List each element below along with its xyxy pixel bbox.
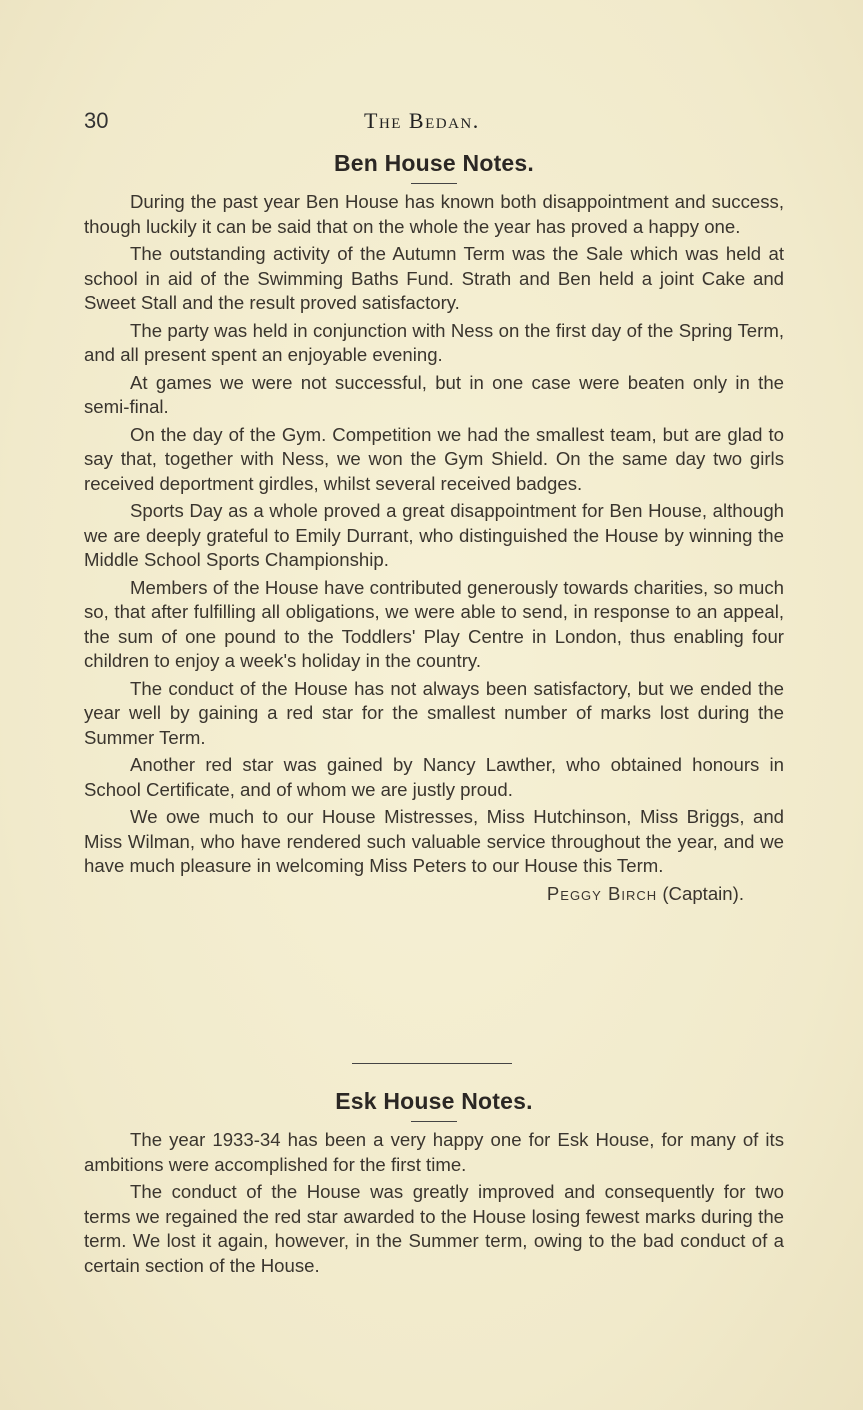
paragraph: On the day of the Gym. Competition we had the smallest team, but are glad to say that, together with Ness, we won the Gym Shield. On the same day two girls received deportment girdles, whilst several received badges. (84, 423, 784, 494)
paragraph: The conduct of the House has not always been satisfactory, but we ended the year well by gaining a red star for the smallest number of marks lost during the Summer Term. (84, 677, 784, 748)
paragraph: The year 1933-34 has been a very happy one for Esk House, for many of its ambitions were accomplished for the first time. (84, 1129, 784, 1175)
journal-title: The Bedan. (364, 108, 480, 133)
paragraph: The party was held in conjunction with Ness on the first day of the Spring Term, and all present spent an enjoyable evening. (84, 319, 784, 365)
signature (84, 882, 784, 907)
paragraph: During the past year Ben House has known both disappointment and success, though luckily it can be said that on the whole the year has proved a happy one. (84, 191, 784, 237)
running-head (84, 108, 784, 140)
paragraph: Another red star was gained by Nancy Lawther, who obtained honours in School Certificate, and of whom we are justly proud. (84, 754, 784, 800)
paragraph: We owe much to our House Mistresses, Miss Hutchinson, Miss Briggs, and Miss Wilman, who have rendered such valuable service throughout the year, and we have much pleasure in welcoming Miss Peters to our House this Term. (84, 806, 784, 876)
page-number: 30 (84, 108, 109, 133)
heading-rule (411, 183, 457, 184)
paragraph: Sports Day as a whole proved a great disappointment for Ben House, although we are deeply grateful to Emily Durrant, who distinguished the House by winning the Middle School Sports Championship. (84, 500, 784, 570)
heading-rule (411, 1121, 457, 1122)
paragraph: Members of the House have contributed generously towards charities, so much so, that after fulfilling all obligations, we were able to send, in response to an appeal, the sum of one pound to the Toddlers' Play Centre in London, thus enabling four children to enjoy a week's holiday in the country. (84, 576, 784, 671)
esk-house-section (84, 1088, 784, 1281)
section-divider (352, 1063, 512, 1064)
paragraph: The outstanding activity of the Autumn Term was the Sale which was held at school in aid of the Swimming Baths Fund. Strath and Ben held a joint Cake and Sweet Stall and the result proved satisfactory. (84, 243, 784, 313)
signature-role: (Captain). (662, 882, 744, 904)
ben-house-section (84, 150, 784, 906)
paragraph: The conduct of the House was greatly improved and consequently for two terms we regained the red star awarded to the House losing fewest marks during the term. We lost it again, however, in the Summer term, owing to the bad conduct of a certain section of the House. (84, 1181, 784, 1276)
esk-house-heading: Esk House Notes. (335, 1088, 533, 1114)
signature-name: Peggy Birch (546, 882, 658, 904)
paragraph: At games we were not successful, but in one case were beaten only in the semi-final. (84, 371, 784, 417)
ben-house-heading: Ben House Notes. (333, 150, 534, 176)
